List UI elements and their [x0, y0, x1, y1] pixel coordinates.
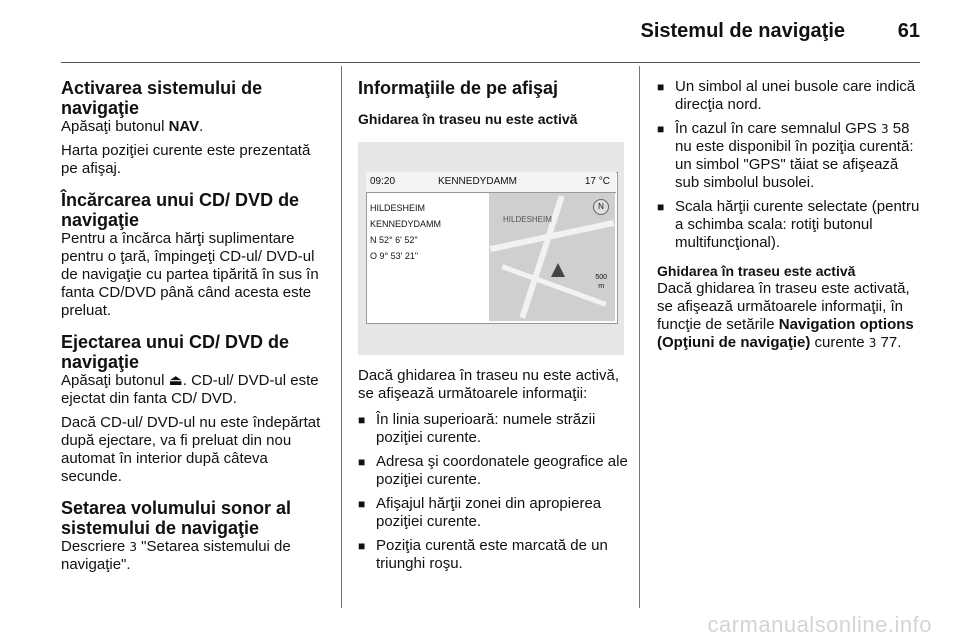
list-item: ■ Scala hărţii curente selectate (pentru a schimba scala: rotiţi butonul multifuncţional). — [657, 198, 923, 252]
page-title: Sistemul de navigaţie — [640, 20, 845, 42]
map-scale: 500 m — [595, 274, 607, 290]
page-header — [61, 20, 920, 46]
page-ref-icon: 3 — [129, 540, 137, 554]
section-eject-cd — [61, 332, 329, 486]
info-list — [358, 411, 628, 573]
column-right — [657, 78, 923, 358]
display-street2: KENNEDYDAMM — [370, 219, 442, 229]
display-time: 09:20 — [370, 176, 396, 187]
list-item: ■ În cazul în care semnalul GPS 3 58 nu este disponibil în poziţia curentă: un simbol "GPS" tăiat se afişează sub simbolul busolei. — [657, 120, 923, 192]
section-load-cd — [61, 190, 329, 320]
list-item: ■ Poziţia curentă este marcată de un triunghi roşu. — [358, 537, 628, 573]
column-middle — [358, 78, 628, 579]
paragraph: Dacă ghidarea în traseu nu este activă, se afişează următoarele informaţii: — [358, 367, 619, 402]
section-activation — [61, 78, 329, 178]
display-longitude: O 9° 53' 21" — [370, 251, 419, 261]
list-item: ■ Un simbol al unei busole care indică direcţia nord. — [657, 78, 923, 114]
watermark: carmanualsonline.info — [707, 612, 932, 637]
paragraph: Harta poziţiei curente este prezentată pe afişaj. — [61, 142, 311, 177]
section-title: Activarea sistemului de navigaţie — [61, 78, 263, 118]
page-ref-icon: 3 — [880, 122, 889, 136]
paragraph: Apăsaţi butonul NAV. — [61, 118, 204, 135]
subsection-title: Ghidarea în traseu nu este activă — [358, 111, 578, 127]
position-triangle-icon — [551, 263, 565, 277]
display-temperature: 17 °C — [584, 176, 610, 187]
compass-icon: N — [593, 199, 609, 215]
section-volume — [61, 498, 329, 574]
list-item: ■ În linia superioară: numele străzii poziţiei curente. — [358, 411, 628, 447]
section-title: Încărcarea unui CD/ DVD de navigaţie — [61, 190, 300, 230]
display-address — [370, 200, 482, 264]
list-item: ■ Afişajul hărţii zonei din apropierea poziţiei curente. — [358, 495, 628, 531]
page-number: 61 — [897, 20, 920, 42]
section-title: Ejectarea unui CD/ DVD de navigaţie — [61, 332, 290, 372]
list-item: ■ Adresa şi coordonatele geografice ale poziţiei curente. — [358, 453, 628, 489]
display-screenshot — [358, 142, 624, 355]
paragraph: Dacă ghidarea în traseu este activată, se afişează următoarele informaţii, în funcţie de setările Navigation options (Opţiuni de navigaţie) curente 3 77. — [657, 280, 914, 351]
paragraph: Dacă CD-ul/ DVD-ul nu este îndepărtat după ejectare, va fi preluat din nou automat în interior după câteva secunde. — [61, 414, 321, 485]
menu-option-label: Navigation options (Opţiuni de navigaţie) — [657, 316, 914, 351]
display-top-bar — [366, 172, 616, 193]
display-latitude: N 52° 6' 52" — [370, 235, 418, 245]
display-street: KENNEDYDAMM — [438, 176, 517, 187]
column-divider — [639, 66, 640, 608]
page-ref-icon: 3 — [868, 336, 877, 350]
info-list — [657, 78, 923, 252]
section-title: Informaţiile de pe afişaj — [358, 78, 559, 98]
column-left — [61, 78, 329, 586]
nav-button-label: NAV — [168, 118, 200, 135]
paragraph: Apăsaţi butonul ⏏. CD-ul/ DVD-ul este ejectat din fanta CD/ DVD. — [61, 372, 319, 407]
column-divider — [341, 66, 342, 608]
eject-icon: ⏏ — [168, 372, 183, 389]
display-city: HILDESHEIM — [370, 203, 426, 213]
subsection-title: Ghidarea în traseu este activă — [657, 263, 856, 279]
paragraph: Pentru a încărca hărţi suplimentare pentru o ţară, împingeţi CD-ul/ DVD-ul de navigaţie cu partea tipărită în sus în fanta CD/DVD până când acesta este preluat. — [61, 230, 319, 319]
paragraph: Descriere 3 "Setarea sistemului de navigaţie". — [61, 538, 291, 573]
display-map — [489, 193, 615, 321]
map-city-label: HILDESHEIM — [503, 215, 552, 224]
header-divider — [61, 62, 920, 63]
section-title: Setarea volumului sonor al sistemului de navigaţie — [61, 498, 292, 538]
